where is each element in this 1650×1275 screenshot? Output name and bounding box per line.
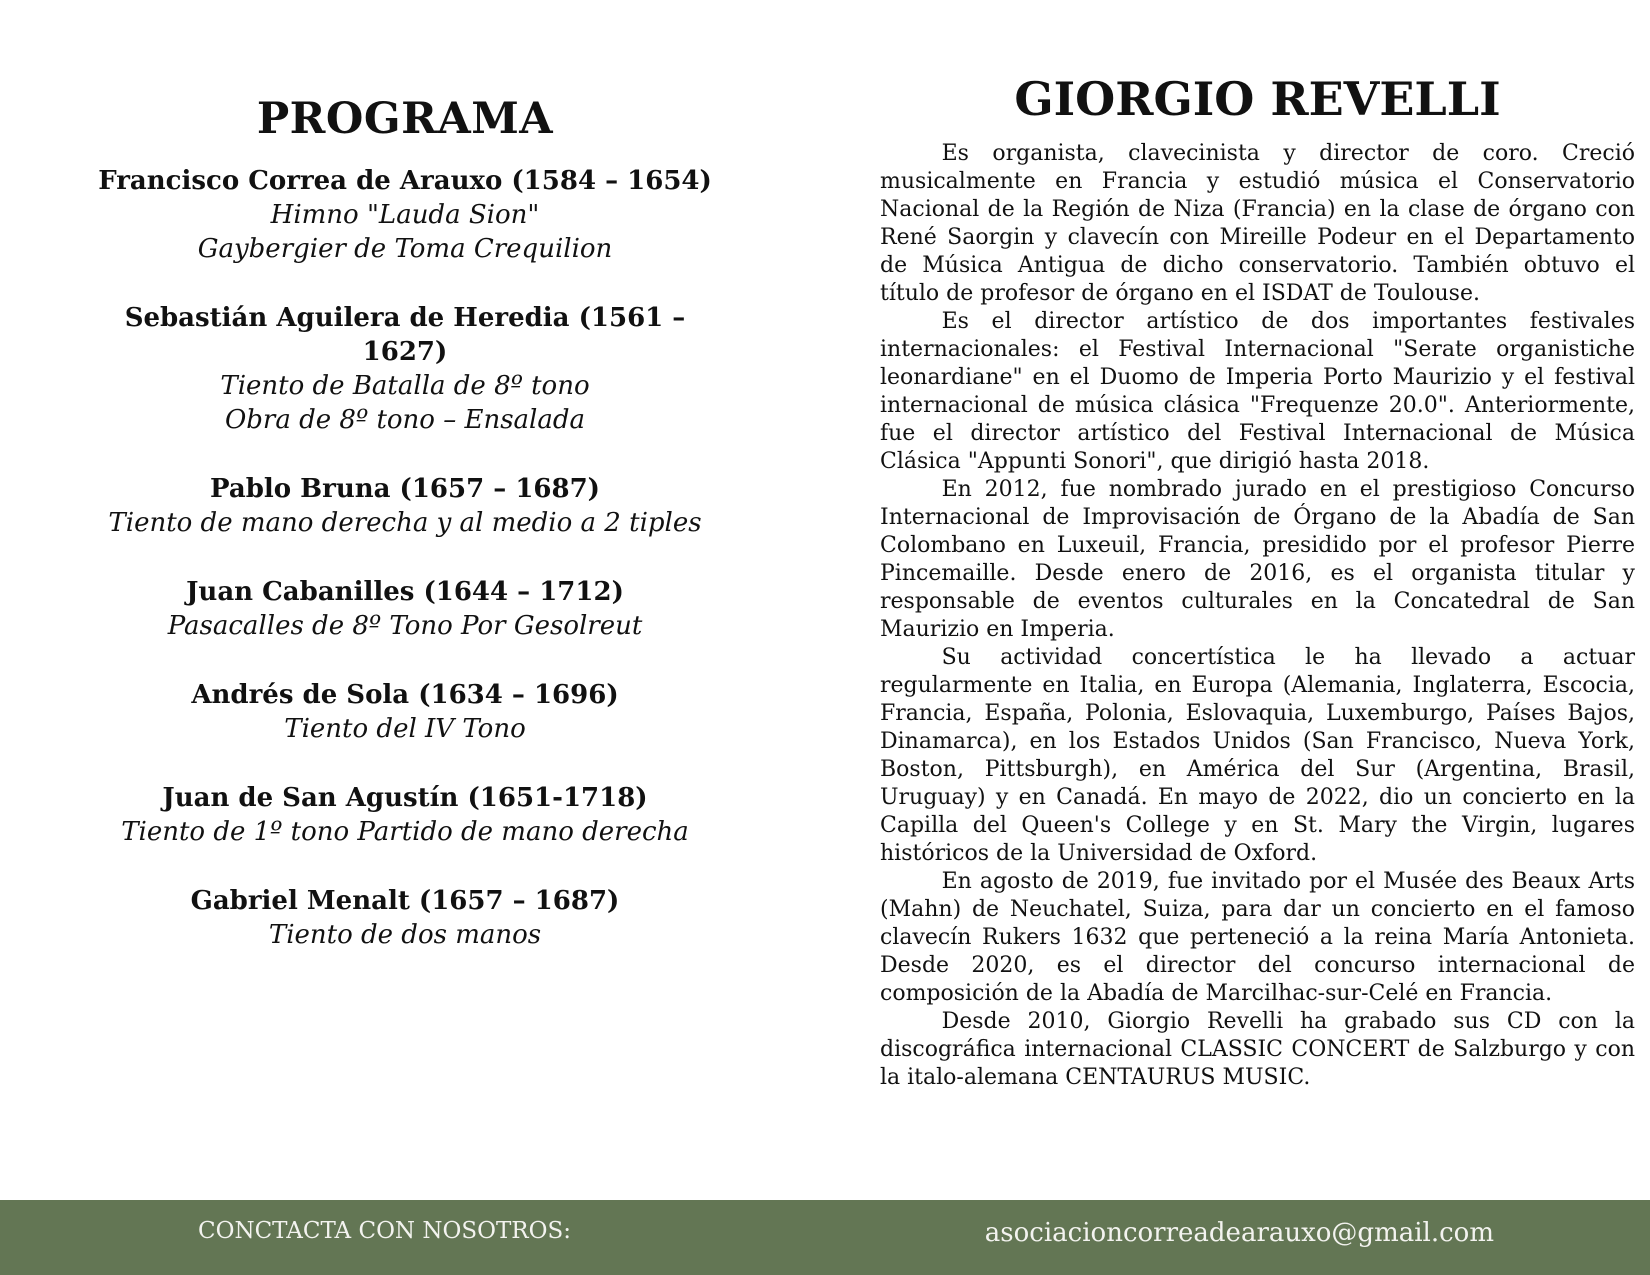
work-title: Tiento de mano derecha y al medio a 2 tiples bbox=[108, 508, 702, 538]
program-piece bbox=[80, 678, 730, 746]
program-piece bbox=[80, 301, 730, 437]
work-title: Obra de 8º tono – Ensalada bbox=[224, 405, 586, 435]
work-title: Tiento de 1º tono Partido de mano derecha bbox=[121, 817, 689, 847]
work-title: Pasacalles de 8º Tono Por Gesolreut bbox=[167, 611, 643, 641]
program-piece bbox=[80, 781, 730, 849]
program-piece bbox=[80, 884, 730, 952]
program-piece bbox=[80, 164, 730, 266]
composer-name: Andrés de Sola (1634 – 1696) bbox=[191, 680, 619, 710]
bio-paragraph: En agosto de 2019, fue invitado por el Musée des Beaux Arts (Mahn) de Neuchatel, Suiza, para dar un concierto en el famoso clavecín Rukers 1632 que perteneció a la reina María Antonieta. Desde 2020, es el director del concurso internacional de composición de la Abadía de Marcilhac-sur-Celé en Francia. bbox=[880, 869, 1635, 1006]
work-title: Tiento del IV Tono bbox=[284, 714, 526, 744]
work-title: Gaybergier de Toma Crequilion bbox=[197, 234, 613, 264]
work-title: Tiento de dos manos bbox=[268, 920, 542, 950]
composer-name: Gabriel Menalt (1657 – 1687) bbox=[190, 886, 620, 916]
bio-paragraph: Es el director artístico de dos importantes festivales internacionales: el Festival Internacional "Serate organistiche leonardiane" en el Duomo de Imperia Porto Maurizio y el festival internacional de música clásica "Frequenze 20.0". Anteriormente, fue el director artístico del Festival Internacional de Música Clásica "Appunti Sonori", que dirigió hasta 2018. bbox=[880, 309, 1635, 474]
composer-name: Juan Cabanilles (1644 – 1712) bbox=[186, 577, 624, 607]
composer-name: Francisco Correa de Arauxo (1584 – 1654) bbox=[98, 166, 712, 196]
contact-email-link[interactable]: asociacioncorreadearauxo@gmail.com bbox=[984, 1218, 1494, 1248]
biography-section bbox=[880, 66, 1635, 1092]
bio-paragraph: Su actividad concertística le ha llevado a actuar regularmente en Italia, en Europa (Alemania, Inglaterra, Escocia, Francia, España, Polonia, Eslovaquia, Luxemburgo, Países Bajos, Dinamarca), en los Estados Unidos (San Francisco, Nueva York, Boston, Pittsburgh), en América del Sur (Argentina, Brasil, Uruguay) y en Canadá. En mayo de 2022, dio un concierto en la Capilla del Queen's College y en St. Mary the Virgin, lugares históricos de la Universidad de Oxford. bbox=[880, 645, 1635, 866]
composer-name: Pablo Bruna (1657 – 1687) bbox=[210, 474, 600, 504]
composer-name: Juan de San Agustín (1651-1718) bbox=[162, 783, 648, 813]
work-title: Tiento de Batalla de 8º tono bbox=[220, 371, 590, 401]
bio-paragraph: En 2012, fue nombrado jurado en el prestigioso Concurso Internacional de Improvisación de Órgano de la Abadía de San Colombano en Luxeuil, Francia, presidido por el profesor Pierre Pincemaille. Desde enero de 2016, es el organista titular y responsable de eventos culturales en la Concatedral de San Maurizio en Imperia. bbox=[880, 477, 1635, 642]
contact-label: CONCTACTA CON NOSOTROS: bbox=[198, 1218, 571, 1244]
composer-name: Sebastián Aguilera de Heredia (1561 – 1627) bbox=[124, 303, 686, 367]
program-section bbox=[80, 88, 730, 987]
bio-title: GIORGIO REVELLI bbox=[1014, 72, 1501, 126]
contact-footer bbox=[0, 1200, 1650, 1275]
program-piece bbox=[80, 472, 730, 540]
bio-paragraph: Desde 2010, Giorgio Revelli ha grabado sus CD con la discográfica internacional CLASSIC CONCERT de Salzburgo y con la italo-alemana CENTAURUS MUSIC. bbox=[880, 1009, 1635, 1090]
program-piece bbox=[80, 575, 730, 643]
work-title: Himno "Lauda Sion" bbox=[270, 200, 540, 230]
bio-paragraph: Es organista, clavecinista y director de coro. Creció musicalmente en Francia y estudió música el Conservatorio Nacional de la Región de Niza (Francia) en la clase de órgano con René Saorgin y clavecín con Mireille Podeur en el Departamento de Música Antigua de dicho conservatorio. También obtuvo el título de profesor de órgano en el ISDAT de Toulouse. bbox=[880, 141, 1635, 306]
program-title: PROGRAMA bbox=[256, 94, 554, 144]
